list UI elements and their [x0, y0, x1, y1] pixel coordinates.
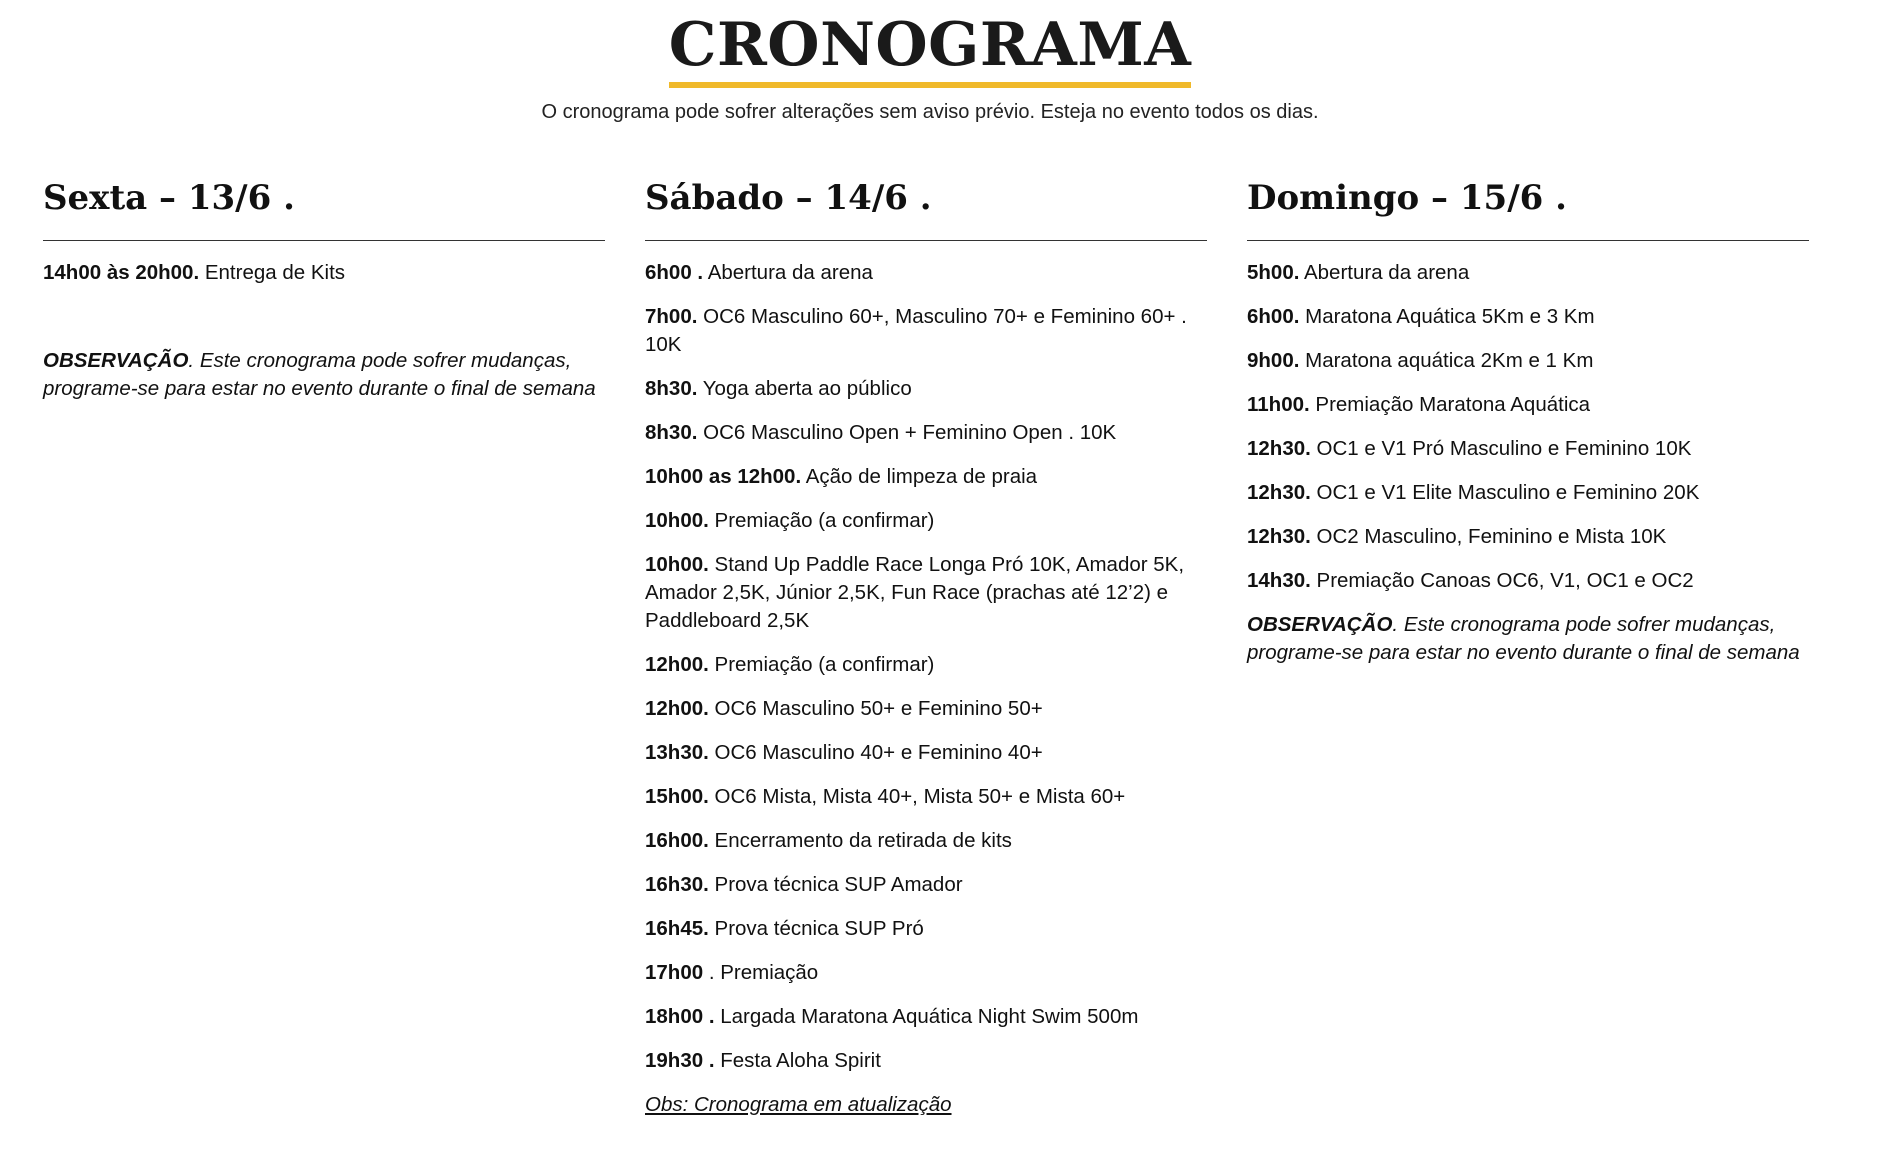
- schedule-item: [645, 695, 1207, 723]
- schedule-item: [1247, 479, 1809, 507]
- schedule-time: 10h00.: [645, 553, 709, 576]
- schedule-time: 19h30 .: [645, 1049, 715, 1072]
- schedule-time: 11h00.: [1247, 393, 1310, 416]
- day-column-sunday: [1247, 170, 1809, 1119]
- schedule-time: 16h30.: [645, 873, 709, 896]
- schedule-time: 8h30.: [645, 421, 698, 444]
- schedule-time: 12h30.: [1247, 525, 1311, 548]
- schedule-item: [1247, 567, 1809, 595]
- schedule-item: [645, 959, 1207, 987]
- schedule-item: [645, 507, 1207, 535]
- observation-label: OBSERVAÇÃO: [43, 349, 189, 372]
- schedule-time: 10h00 as 12h00.: [645, 465, 802, 488]
- schedule-item: [645, 375, 1207, 403]
- observation-note: [43, 347, 605, 403]
- schedule-time: 16h00.: [645, 829, 709, 852]
- schedule-text: Maratona Aquática 5Km e 3 Km: [1299, 305, 1595, 328]
- schedule-text: OC2 Masculino, Feminino e Mista 10K: [1310, 525, 1667, 548]
- schedule-item: [645, 827, 1207, 855]
- page-subtitle: O cronograma pode sofrer alterações sem aviso prévio. Esteja no evento todos os dias.: [541, 101, 1319, 123]
- page-header: [0, 10, 1860, 126]
- schedule-time: 12h00.: [645, 653, 709, 676]
- schedule-text: OC6 Masculino 60+, Masculino 70+ e Feminino 60+ . 10K: [645, 305, 1187, 356]
- schedule-time: 10h00.: [645, 509, 709, 532]
- schedule-time: 8h30.: [645, 377, 698, 400]
- observation-text: . Este cronograma pode sofrer mudanças, programe-se para estar no evento durante o final de semana: [43, 349, 596, 400]
- schedule-item: [1247, 523, 1809, 551]
- schedule-item: [645, 871, 1207, 899]
- divider: [1247, 240, 1809, 241]
- schedule-text: Festa Aloha Spirit: [714, 1049, 881, 1072]
- schedule-time: 16h45.: [645, 917, 709, 940]
- schedule-item: [1247, 435, 1809, 463]
- day-title: Sexta – 13/6 .: [43, 178, 295, 218]
- schedule-item: [1247, 347, 1809, 375]
- day-column-friday: [43, 170, 605, 1119]
- schedule-text: Encerramento da retirada de kits: [708, 829, 1012, 852]
- schedule-time: 12h00.: [645, 697, 709, 720]
- schedule-text: Prova técnica SUP Amador: [708, 873, 963, 896]
- schedule-text: Premiação Maratona Aquática: [1309, 393, 1591, 416]
- divider: [43, 240, 605, 241]
- schedule-time: 12h30.: [1247, 481, 1311, 504]
- observation-label: OBSERVAÇÃO: [1247, 613, 1393, 636]
- schedule-text: OC6 Masculino 50+ e Feminino 50+: [708, 697, 1043, 720]
- schedule-item: [1247, 259, 1809, 287]
- schedule-text: OC1 e V1 Pró Masculino e Feminino 10K: [1310, 437, 1692, 460]
- schedule-time: 17h00: [645, 961, 704, 984]
- spacer: [43, 303, 605, 347]
- schedule-item: [1247, 391, 1809, 419]
- schedule-item: [645, 303, 1207, 359]
- schedule-text: Yoga aberta ao público: [697, 377, 912, 400]
- schedule-time: 6h00.: [1247, 305, 1300, 328]
- schedule-item: [645, 651, 1207, 679]
- schedule-time: 18h00 .: [645, 1005, 715, 1028]
- schedule-time: 5h00.: [1247, 261, 1300, 284]
- schedule-time: 13h30.: [645, 741, 709, 764]
- schedule-time: 12h30.: [1247, 437, 1311, 460]
- day-title: Domingo – 15/6 .: [1247, 178, 1567, 218]
- schedule-text: . Premiação: [703, 961, 819, 984]
- title-wrap: [669, 10, 1192, 90]
- schedule-item: [645, 1003, 1207, 1031]
- schedule-item: [645, 783, 1207, 811]
- schedule-text: OC6 Masculino Open + Feminino Open . 10K: [697, 421, 1117, 444]
- schedule-text: Premiação (a confirmar): [708, 653, 935, 676]
- schedule-text: OC6 Mista, Mista 40+, Mista 50+ e Mista 60+: [708, 785, 1126, 808]
- day-column-saturday: [645, 170, 1207, 1119]
- schedule-text: Premiação (a confirmar): [708, 509, 935, 532]
- schedule-text: Largada Maratona Aquática Night Swim 500m: [714, 1005, 1139, 1028]
- schedule-text: Premiação Canoas OC6, V1, OC1 e OC2: [1310, 569, 1694, 592]
- schedule-columns: [43, 170, 1809, 1119]
- schedule-time: 9h00.: [1247, 349, 1300, 372]
- schedule-text: OC1 e V1 Elite Masculino e Feminino 20K: [1310, 481, 1700, 504]
- schedule-item: [645, 915, 1207, 943]
- update-note-link[interactable]: Obs: Cronograma em atualização: [645, 1093, 952, 1116]
- schedule-item: [645, 739, 1207, 767]
- schedule-text: Abertura da arena: [1299, 261, 1470, 284]
- day-title: Sábado – 14/6 .: [645, 178, 932, 218]
- schedule-text: OC6 Masculino 40+ e Feminino 40+: [708, 741, 1043, 764]
- schedule-time: 14h00 às 20h00.: [43, 261, 200, 284]
- schedule-text: Abertura da arena: [703, 261, 873, 284]
- schedule-item: [43, 259, 605, 287]
- schedule-time: 15h00.: [645, 785, 709, 808]
- schedule-text: Maratona aquática 2Km e 1 Km: [1299, 349, 1594, 372]
- page-title: CRONOGRAMA: [668, 10, 1192, 80]
- schedule-time: 14h30.: [1247, 569, 1311, 592]
- schedule-text: Prova técnica SUP Pró: [708, 917, 924, 940]
- schedule-item: [645, 463, 1207, 491]
- schedule-time: 7h00.: [645, 305, 698, 328]
- schedule-item: [1247, 303, 1809, 331]
- schedule-item: [645, 419, 1207, 447]
- schedule-item: [645, 259, 1207, 287]
- schedule-text: Entrega de Kits: [199, 261, 346, 284]
- schedule-item: [645, 551, 1207, 635]
- schedule-item: [645, 1047, 1207, 1075]
- schedule-time: 6h00 .: [645, 261, 704, 284]
- observation-text: . Este cronograma pode sofrer mudanças, programe-se para estar no evento durante o final de semana: [1247, 613, 1800, 664]
- schedule-text: Ação de limpeza de praia: [801, 465, 1038, 488]
- divider: [645, 240, 1207, 241]
- observation-note: [1247, 611, 1809, 667]
- schedule-text: Stand Up Paddle Race Longa Pró 10K, Amador 5K, Amador 2,5K, Júnior 2,5K, Fun Race (prachas até 12’2) e Paddleboard 2,5K: [645, 553, 1185, 632]
- title-underline: [669, 82, 1192, 88]
